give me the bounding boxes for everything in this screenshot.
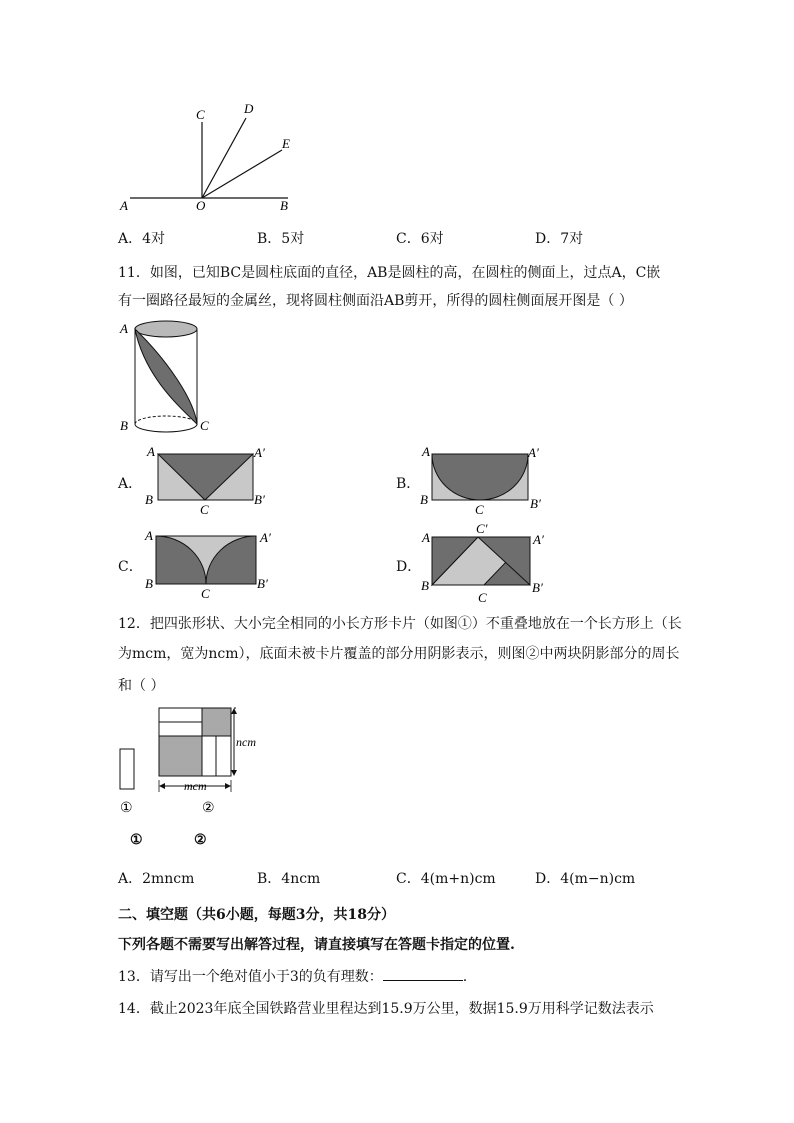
fig2-shade-bottomleft: [159, 736, 202, 776]
q11-option-c-letter[interactable]: C．: [118, 559, 143, 575]
caption-2-bold: ②: [194, 832, 207, 848]
q13-line: [118, 966, 467, 986]
pt-C: C: [201, 586, 210, 601]
pt-Ap: A′: [254, 445, 265, 460]
q12-option-b[interactable]: B．4ncm: [257, 871, 321, 887]
section2-title: 二、填空题（共6小题，每题3分，共18分）: [118, 907, 395, 923]
fig2-shade-topright: [202, 708, 231, 736]
q11-text-line1: 11．如图，已知BC是圆柱底面的直径，AB是圆柱的高，在圆柱的侧面上，过点A，C嵌: [118, 265, 661, 281]
pt-Ap: A′: [260, 530, 271, 545]
caption-2: ②: [202, 801, 215, 816]
pt-Bp: B′: [530, 496, 541, 511]
label-mcm: mcm: [184, 779, 207, 793]
pt-B: B: [145, 576, 153, 591]
cylinder-bottom-back: [135, 416, 197, 424]
q11-option-a-letter[interactable]: A．: [118, 476, 143, 492]
cyl-label-A: A: [120, 321, 128, 336]
q13-text: 13．请写出一个绝对值小于3的负有理数：: [118, 969, 383, 985]
label-ncm: ncm: [236, 735, 256, 749]
pt-Ap: A′: [533, 532, 544, 547]
cyl-label-C: C: [200, 418, 209, 433]
pt-A: A: [145, 528, 153, 543]
q10-option-b[interactable]: B．5对: [257, 231, 305, 247]
q12-option-a[interactable]: A．2mncm: [118, 871, 195, 887]
caption-1: ①: [120, 801, 133, 816]
q12-text-line1: 12．把四张形状、大小完全相同的小长方形卡片（如图①）不重叠地放在一个长方形上（长: [118, 616, 682, 632]
q14-text: 14．截止2023年底全国铁路营业里程达到15.9万公里，数据15.9万用科学记数法表示: [118, 1001, 654, 1017]
cylinder-bottom-front: [135, 424, 197, 432]
q12-figure: [114, 700, 274, 824]
pt-Bp: B′: [254, 492, 265, 507]
pt-C: C: [478, 590, 487, 605]
cylinder-figure: [116, 314, 216, 438]
cyl-label-B: B: [120, 418, 128, 433]
q13-end: .: [462, 969, 468, 985]
label-D: D: [244, 101, 254, 116]
wire-path: [135, 329, 197, 424]
q12-option-d[interactable]: D．4(m−n)cm: [535, 871, 636, 887]
ray-OD: [202, 118, 246, 198]
q10-option-a[interactable]: A．4对: [118, 231, 166, 247]
label-B: B: [280, 198, 288, 213]
fig1-card: [120, 749, 134, 789]
pt-B: B: [421, 578, 429, 593]
q11-option-a-figure[interactable]: [142, 442, 274, 518]
pt-Ap: A′: [528, 445, 539, 460]
pt-Bp: B′: [532, 580, 543, 595]
angle-figure: [110, 98, 310, 216]
q11-option-d-figure[interactable]: [420, 520, 560, 606]
q10-option-c[interactable]: C．6对: [396, 231, 444, 247]
label-E: E: [282, 136, 290, 151]
q11-option-b-figure[interactable]: [420, 442, 552, 518]
label-C: C: [196, 107, 205, 122]
q12-text-line2: 为mcm，宽为ncm），底面未被卡片覆盖的部分用阴影表示，则图②中两块阴影部分的周长: [118, 646, 680, 662]
ray-OE: [202, 150, 282, 198]
pt-B: B: [420, 492, 428, 507]
q11-option-b-letter[interactable]: B．: [396, 476, 421, 492]
q11-option-c-figure[interactable]: [142, 524, 282, 602]
q11-text-line2: 有一圈路径最短的金属丝，现将圆柱侧面沿AB剪开，所得的圆柱侧面展开图是（ ）: [118, 293, 633, 309]
pt-C: C: [475, 502, 484, 517]
label-O: O: [196, 198, 206, 213]
pt-Cp: C′: [476, 521, 488, 536]
q12-text-line3: 和（ ）: [118, 678, 165, 694]
q10-option-d[interactable]: D．7对: [535, 231, 584, 247]
pt-B: B: [145, 492, 153, 507]
pt-Bp: B′: [257, 576, 268, 591]
q13-answer-blank[interactable]: [383, 968, 463, 981]
q12-option-c[interactable]: C．4(m+n)cm: [396, 871, 496, 887]
cylinder-top: [135, 321, 197, 337]
pt-C: C: [200, 502, 209, 517]
q11-option-d-letter[interactable]: D．: [396, 559, 422, 575]
pt-A: A: [422, 530, 430, 545]
section2-instruction: 下列各题不需要写出解答过程，请直接填写在答题卡指定的位置.: [118, 937, 515, 953]
pt-A: A: [147, 444, 155, 459]
label-A: A: [120, 198, 128, 213]
caption-1-bold: ①: [130, 832, 143, 848]
pt-A: A: [422, 444, 430, 459]
